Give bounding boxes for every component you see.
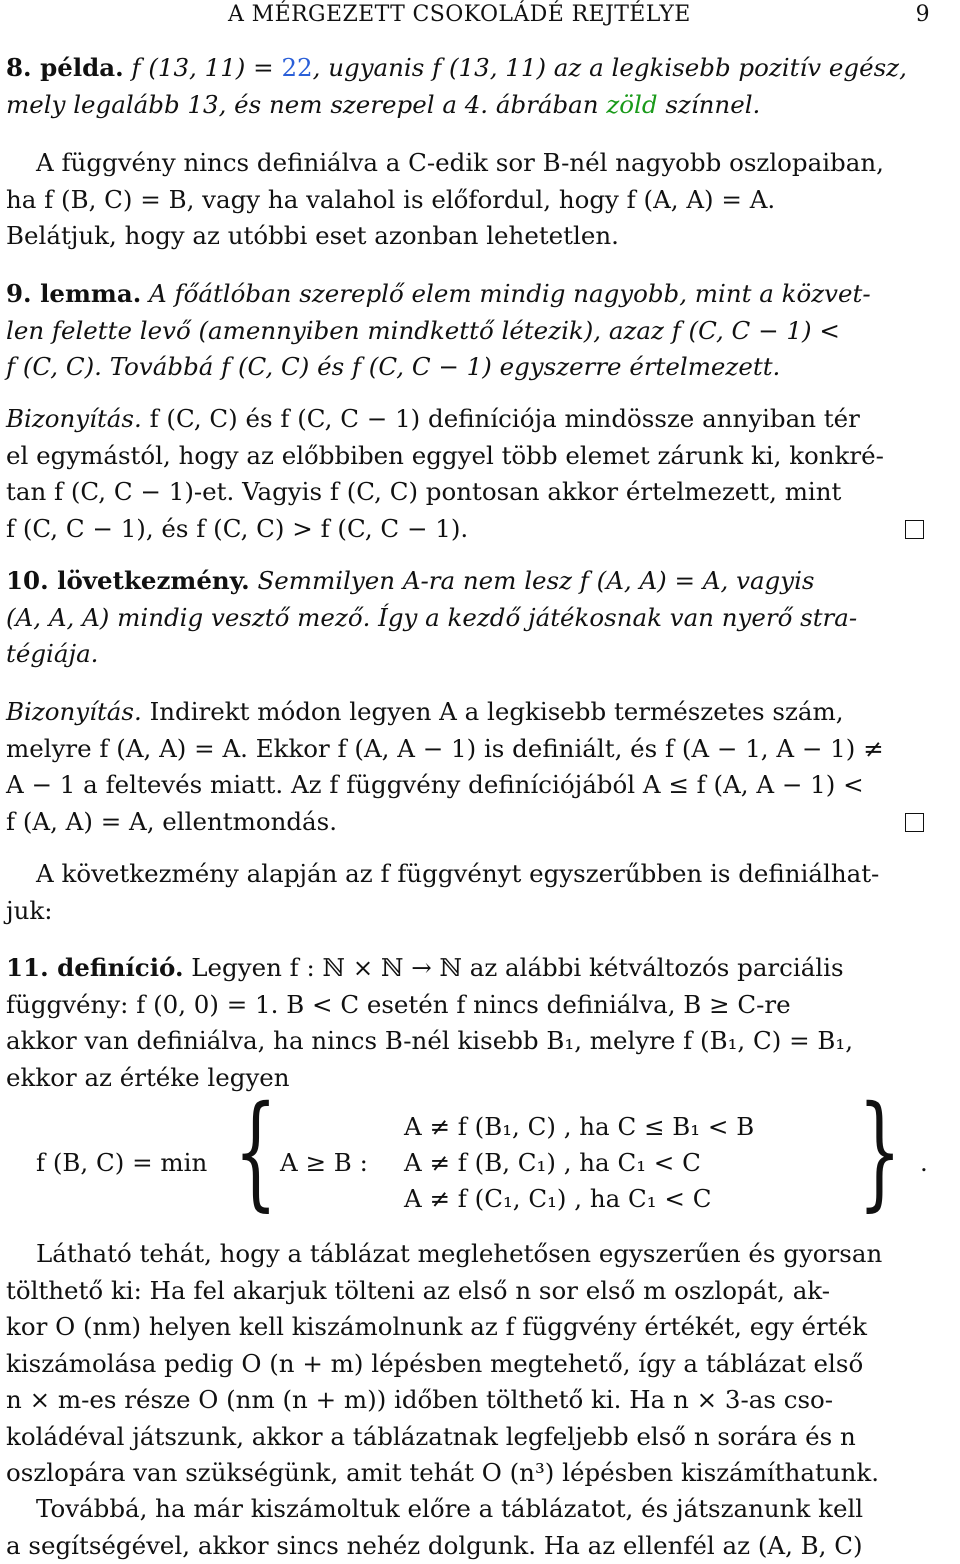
formula-case-3: A ≠ f (C₁, C₁) , ha C₁ < C	[404, 1184, 712, 1213]
formula-lhs: f (B, C) = min	[36, 1148, 208, 1177]
paragraph-4: Továbbá, ha már kiszámoltuk előre a táblázatot, és játszanunk kell a segítségével, akkor sincs nehéz dolgunk. Ha az ellenfél az (A, B, C)	[6, 1494, 864, 1560]
lemma-heading: 9. lemma.	[6, 279, 142, 308]
example-heading: 8. példa.	[6, 53, 124, 82]
qed-square-icon	[905, 813, 924, 832]
lemma-9: 9. lemma. A főátlóban szereplő elem mindig nagyobb, mint a közvet- len felette levő (amennyiben mindkettő létezik), azaz f (C, C − 1) < f (C, C). Továbbá f (C, C) és f (C, C − 1) egyszerre értelmezett.	[6, 279, 871, 381]
paragraph-1: A függvény nincs definiálva a C-edik sor B-nél nagyobb oszlopaiban, ha f (B, C) = B, vagy ha valahol is előfordul, hogy f (A, A) = A. Belátjuk, hogy az utóbbi eset azonban lehetetlen.	[6, 148, 884, 250]
definition-formula: f (B, C) = min { A ≥ B : A ≠ f (B₁, C) , ha C ≤ B₁ < B A ≠ f (B, C₁) , ha C₁ < C A ≠ f (C₁, C₁) , ha C₁ < C } .	[36, 1080, 928, 1224]
right-brace: }	[858, 1080, 902, 1224]
example-value-link[interactable]: 22	[281, 53, 313, 82]
header-title: A MÉRGEZETT CSOKOLÁDÉ REJTÉLYE	[228, 2, 691, 27]
running-header	[6, 2, 930, 36]
formula-case-1: A ≠ f (B₁, C) , ha C ≤ B₁ < B	[404, 1112, 755, 1141]
definition-heading: 11. definíció.	[6, 953, 184, 982]
qed-square-icon	[905, 520, 924, 539]
proof-1: Bizonyítás. f (C, C) és f (C, C − 1) definíciója mindössze annyiban tér el egymástól, hogy az előbbiben eggyel több elemet zárunk ki, konkré- tan f (C, C − 1)-et. Vagyis f (C, C) pontosan akkor értelmezett, mint f (C, C − 1), és f (C, C) > f (C, C − 1).	[6, 401, 924, 547]
proof-2: Bizonyítás. Indirekt módon legyen A a legkisebb természetes szám, melyre f (A, A) = A. Ekkor f (A, A − 1) is definiált, és f (A − 1, A − 1) ≠ A − 1 a feltevés miatt. Az f függvény definíciójából A ≤ f (A, A − 1) < f (A, A) = A, ellentmondás.	[6, 694, 924, 840]
corollary-10: 10. lövetkezmény. Semmilyen A-ra nem lesz f (A, A) = A, vagyis (A, A, A) mindig vesztő mező. Így a kezdő játékosnak van nyerő stra- tégiája.	[6, 566, 858, 668]
proof-heading: Bizonyítás.	[6, 697, 142, 726]
definition-11: 11. definíció. Legyen f : ℕ × ℕ → ℕ az alábbi kétváltozós parciális függvény: f (0, 0) = 1. B < C esetén f nincs definiálva, B ≥ C-re akkor van definiálva, ha nincs B-nél kisebb B₁, melyre f (B₁, C) = B₁, ekkor az értéke legyen	[6, 953, 854, 1092]
paragraph-3: Látható tehát, hogy a táblázat meglehetősen egyszerűen és gyorsan tölthető ki: Ha fel akarjuk tölteni az első n sor első m oszlopát, ak- kor O (nm) helyen kell kiszámolnunk az f függvény értékét, egy érték kiszámolása pedig O (n + m) lépésben megtehető, így a táblázat első n × m-es része O (nm (n + m)) időben tölthető ki. Ha n × 3-as cso- koládéval játszunk, akkor a táblázatnak legfeljebb első n sorára és n oszlopára van szükségünk, amit tehát O (n³) lépésben kiszámíthatunk.	[6, 1239, 883, 1487]
formula-condition: A ≥ B :	[280, 1148, 368, 1177]
example-8: 8. példa. f (13, 11) = 22, ugyanis f (13, 11) az a legkisebb pozitív egész, mely legalább 13, és nem szerepel a 4. ábrában zöld színnel.	[6, 53, 907, 119]
corollary-heading: 10. lövetkezmény.	[6, 566, 250, 595]
formula-case-2: A ≠ f (B, C₁) , ha C₁ < C	[404, 1148, 701, 1177]
left-brace: {	[234, 1080, 278, 1224]
paragraph-2: A következmény alapján az f függvényt egyszerűbben is definiálhat- juk:	[6, 859, 880, 925]
page-number: 9	[915, 2, 930, 27]
proof-heading: Bizonyítás.	[6, 404, 142, 433]
green-word: zöld	[606, 89, 658, 119]
